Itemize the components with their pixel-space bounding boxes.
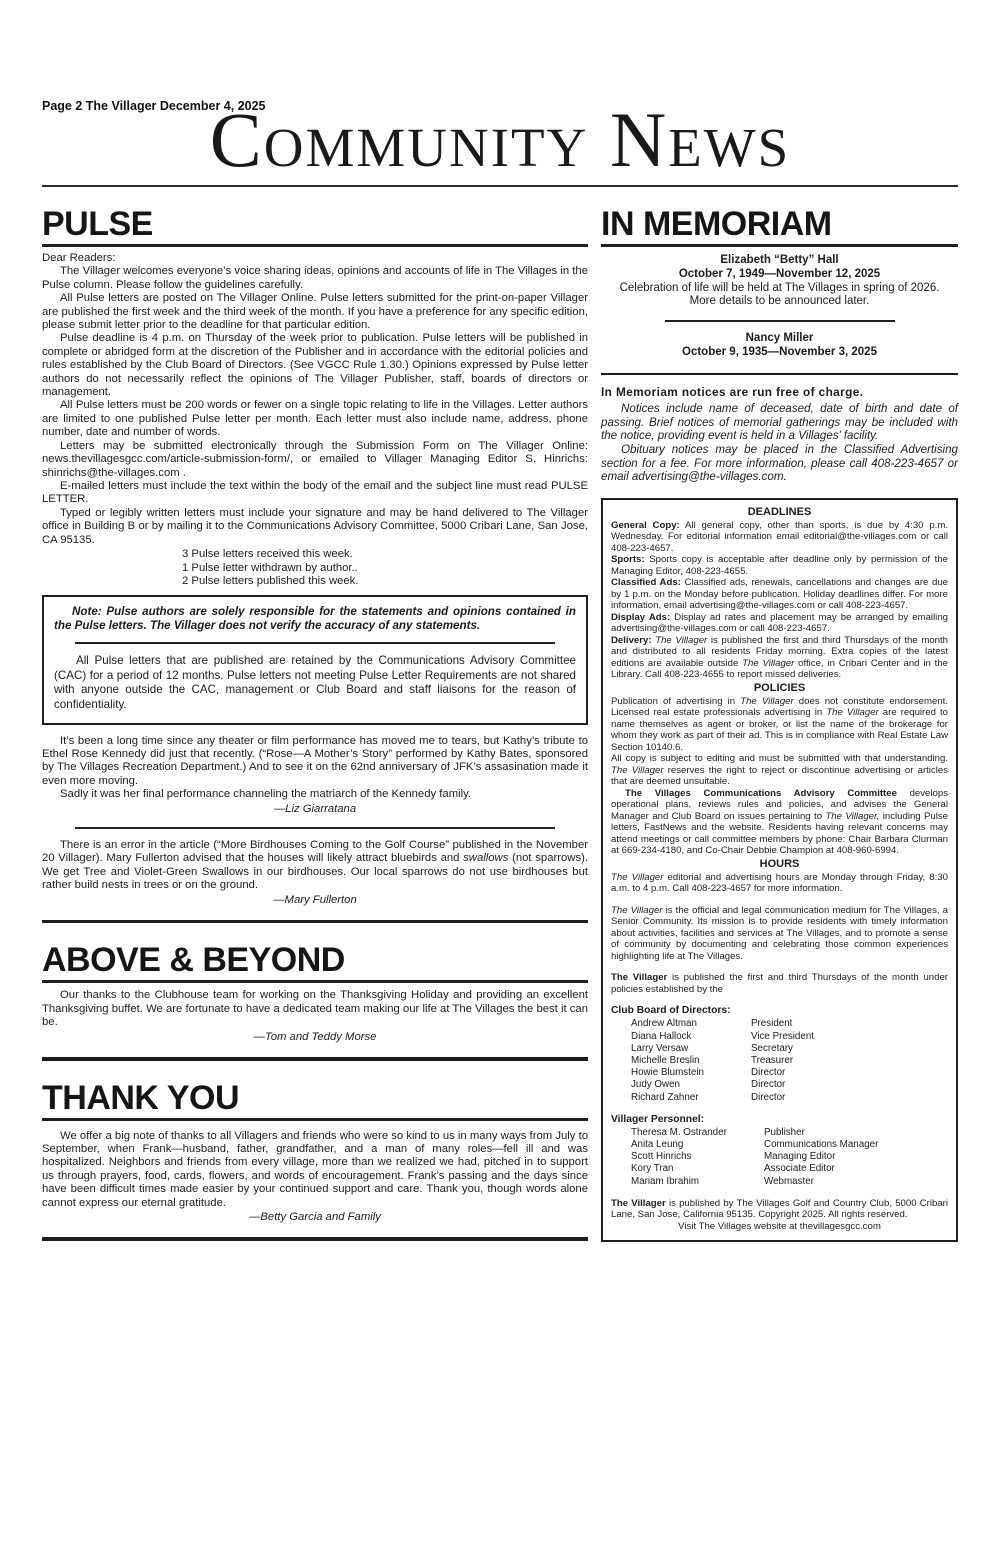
board-roster: [611, 1018, 948, 1103]
pulse-letter-counts: [42, 548, 588, 589]
member-name: Richard Zahner: [631, 1091, 699, 1103]
deadline-item: Delivery: The Villager is published the first and third Thursdays of the month and distributed to all residents Friday morning. Extra copies of the latest editions are available outside The Villager office, in Cribari Center and in the Library. Call 408-223-4655 to report missed deliveries.: [611, 634, 948, 681]
member-name: Theresa M. Ostrander: [631, 1126, 727, 1138]
publication-text: The Villager is published the first and third Thursdays of the month under policies established by the: [611, 972, 948, 995]
pulse-paragraph: All Pulse letters must be 200 words or fewer on a single topic relating to life in the Villages. Letter authors are limited to one published Pulse letter per month. Each letter must also include name, address, phone number, date and number of words.: [42, 399, 588, 439]
notice-detail: More details to be announced later.: [689, 295, 870, 308]
deceased-dates: October 9, 1935—November 3, 2025: [682, 345, 877, 358]
above-beyond-section: [42, 943, 588, 1060]
board-heading: Club Board of Directors:: [611, 1005, 731, 1017]
letter-paragraph: It’s been a long time since any theater or film performance has moved me to tears, but Kathy’s tribute to Ethel Rose Kennedy did just that recently. (“Rose—A Mother’s Story” performed by Kathy Bates, sponsored by The Villages Recreation Department.) And to see it on the 62nd anniversary of JFK’s assasination made it even more moving.: [42, 734, 588, 787]
pulse-section: [42, 207, 588, 923]
section-divider: [601, 373, 958, 376]
policy-item: The Villages Communications Advisory Committee develops operational plans, reviews rules and policies, and advises the General Manager and Club Board on issues pertaining to The Villager, including Pulse letters, FastNews and the website. Residents having relevant concerns may attend meetings or call committee members by phone: Chair Barbara Clurman at 669-234-4180, and Co-Chair Debbie Champion at 408-960-6994.: [611, 787, 949, 857]
pulse-note: Note: Pulse authors are solely responsible for the statements and opinions contained in the Pulse letters. The Villager does not verify the accuracy of any statements.: [54, 604, 576, 632]
roster-row: [631, 1092, 948, 1104]
member-title: Vice President: [751, 1030, 814, 1042]
thank-you-section: [42, 1078, 588, 1241]
in-memoriam-title: IN MEMORIAM: [601, 207, 958, 247]
member-title: Director: [751, 1091, 786, 1103]
letter-divider: [75, 827, 555, 829]
roster-row: [631, 1067, 948, 1079]
masthead-rule: [42, 185, 958, 187]
member-title: Director: [751, 1079, 786, 1091]
deceased-dates: October 7, 1949—November 12, 2025: [678, 267, 881, 280]
member-title: Managing Editor: [764, 1151, 836, 1163]
member-title: Communications Manager: [764, 1138, 879, 1150]
above-beyond-title: ABOVE & BEYOND: [42, 943, 588, 983]
hours-text: The Villager editorial and advertising hours are Monday through Friday, 8:30 a.m. to 4 p.m. Call 408-223-4657 for more information.: [611, 871, 948, 895]
member-name: Kory Tran: [631, 1163, 674, 1175]
member-name: Judy Owen: [631, 1079, 681, 1091]
deadlines-heading: DEADLINES: [747, 505, 812, 518]
personnel-heading: Villager Personnel:: [611, 1113, 705, 1125]
roster-row: [631, 1176, 948, 1188]
member-name: Mariam Ibrahim: [631, 1175, 700, 1187]
count-line: 2 Pulse letters published this week.: [182, 575, 359, 588]
left-column: [42, 207, 588, 1242]
letter-signature: —Tom and Teddy Morse: [253, 1030, 377, 1043]
notice-divider: [665, 320, 895, 322]
memoriam-notice: [601, 332, 958, 360]
roster-row: [631, 1151, 948, 1163]
count-line: 3 Pulse letters received this week.: [182, 547, 353, 560]
letter-signature: —Liz Giarratana: [273, 802, 357, 815]
pulse-paragraph: Dear Readers:: [42, 252, 116, 264]
policy-item: Publication of advertising in The Villager does not constitute endorsement. Licensed real estate professionals advertising in The Villager are required to name themselves as agent or broker, or list the name of the brokerage for whom they work as part of their ad. This is in compliance with Real Estate Law Section 10140.6.: [611, 695, 948, 753]
roster-row: [631, 1043, 948, 1055]
roster-row: [631, 1079, 948, 1091]
member-title: Director: [751, 1067, 786, 1079]
note-divider: [75, 642, 555, 644]
pulse-paragraph: Typed or legibly written letters must include your signature and may be hand delivered to The Villager office in Building B or by mailing it to the Communications Advisory Committee, 5000 Cribari Lane, San Jose, CA 95135.: [42, 506, 588, 546]
member-name: Andrew Altman: [631, 1018, 697, 1030]
member-name: Michelle Breslin: [631, 1054, 700, 1066]
pulse-intro: [42, 252, 588, 547]
member-name: Larry Versaw: [631, 1042, 689, 1054]
member-name: Anita Leung: [631, 1138, 684, 1150]
pulse-title: PULSE: [42, 207, 588, 247]
letter-paragraph: There is an error in the article (“More Birdhouses Coming to the Golf Course” published in the November 20 Villager). Mary Fullerton advised that the houses will likely attract bluebirds and swallows (not sparrows). We get Tree and Violet-Green Swallows in our birdhouses. Our local sparrows do not use birdhouses but rather build nests in trees or on the ground.: [42, 838, 588, 892]
member-name: Howie Blumstein: [631, 1067, 704, 1079]
deadline-item: Sports: Sports copy is acceptable after deadline only by permission of the Managing Editor, 408-223-4655.: [611, 554, 948, 577]
in-memoriam-section: [601, 207, 958, 484]
deceased-name: Elizabeth “Betty” Hall: [720, 254, 839, 266]
page-header: Page 2 The Villager December 4, 2025: [42, 99, 266, 113]
pulse-letter: [42, 735, 588, 816]
letter-paragraph: We offer a big note of thanks to all Villagers and friends who were so kind to us in many ways from July to September, when Frank—husband, father, grandfather, and a man of many roles—fell ill and was hospitalized. Neighbors and friends from every village, more than we realized we had, pitched in to support us through prayers, food, cards, flowers, and words of encouragement. Frank’s passing and the days since have been difficult times made easier by your continued support and care. Thank you, though words alone cannot express our eternal gratitude.: [42, 1129, 588, 1209]
member-title: Associate Editor: [764, 1163, 835, 1175]
thank-you-title: THANK YOU: [42, 1081, 588, 1121]
member-title: President: [751, 1018, 793, 1030]
pulse-paragraph: The Villager welcomes everyone’s voice sharing ideas, opinions and accounts of life in The Villages in the Pulse column. Please follow the guidelines carefully.: [42, 265, 588, 291]
notice-detail: Celebration of life will be held at The Villages in spring of 2026.: [619, 281, 940, 294]
deceased-name: Nancy Miller: [745, 332, 814, 345]
letter-paragraph: Sadly it was her final performance channeling the matriarch of the Kennedy family.: [60, 788, 472, 801]
member-name: Scott Hinrichs: [631, 1151, 692, 1163]
roster-row: [631, 1055, 948, 1067]
roster-row: [631, 1139, 948, 1151]
roster-row: [631, 1031, 948, 1043]
pulse-paragraph: Pulse deadline is 4 p.m. on Thursday of the week prior to publication. Pulse letters will be published in complete or abridged form at the discretion of the Publisher and in accordance with the editorial policies and rules established by the Club Board of Directors. (See VGCC Rule 1.30.) Opinions expressed by Pulse letter authors do not necessarily reflect the opinions of The Villager Publisher, staff, boards of directors or management.: [42, 332, 588, 399]
roster-row: [631, 1163, 948, 1175]
info-box: [601, 498, 958, 1242]
policy-item: All copy is subject to editing and must be submitted with that understanding. The Villager reserves the right to reject or discontinue advertising or articles that are deemed unsuitable.: [611, 753, 948, 788]
website-text: Visit The Villages website at thevillagesgcc.com: [678, 1220, 881, 1232]
pulse-paragraph: E-mailed letters must include the text within the body of the email and the subject line must read PULSE LETTER.: [42, 479, 588, 506]
pulse-retention-note: All Pulse letters that are published are retained by the Communications Advisory Committee (CAC) for a period of 12 months. Pulse letters not meeting Pulse Letter Requirements are not shared with anyone outside the CAC, management or Club Board and staff liaisons for the reason of confidentiality.: [54, 654, 576, 711]
section-divider: [42, 1237, 588, 1241]
copyright-text: The Villager is published by The Villages Golf and Country Club, 5000 Cribari Lane, San Jose, California 95135. Copyright 2025. All rights reserved.: [611, 1197, 948, 1221]
personnel-roster: [611, 1127, 948, 1188]
memoriam-notice: [601, 254, 958, 309]
deadline-item: General Copy: All general copy, other than sports, is due by 4:30 p.m. Wednesday. For editorial information email editorial@the-villages.com or call 408-223-4657.: [611, 519, 948, 554]
deadline-item: Classified Ads: Classified ads, renewals, cancellations and changes are due by 1 p.m. on the Monday before publication. Holiday deadlines differ. For more information, email advertising@the-villages.com or call 408-223-4657.: [611, 577, 948, 612]
section-divider: [42, 920, 588, 924]
memoriam-policy-heading: In Memoriam notices are run free of charge.: [601, 385, 864, 400]
pulse-paragraph: Letters may be submitted electronically through the Submission Form on The Villager Online: news.thevillagesgcc.com/article-submission-form/, or emailed to Villager Managing Editor S. Hinrichs: shinrichs@the-villages.com .: [42, 439, 588, 479]
pulse-note-box: [42, 595, 588, 725]
above-beyond-body: [42, 989, 588, 1044]
member-name: Diana Hallock: [631, 1030, 692, 1042]
columns: [42, 207, 958, 1242]
memoriam-policy-text: Obituary notices may be placed in the Classified Advertising section for a fee. For more information, please call 408-223-4657 or email advertising@the-villages.com.: [601, 443, 958, 484]
roster-row: [631, 1018, 948, 1030]
letter-signature: —Betty Garcia and Family: [249, 1211, 381, 1224]
letter-paragraph: Our thanks to the Clubhouse team for working on the Thanksgiving Holiday and providing an excellent Thanksgiving buffet. We are fortunate to have a dedicated team making our life at The Villages the best it can be.: [42, 989, 588, 1029]
member-title: Secretary: [751, 1042, 793, 1054]
member-title: Publisher: [764, 1126, 805, 1138]
section-divider: [42, 1057, 588, 1061]
member-title: Webmaster: [764, 1175, 814, 1187]
pulse-paragraph: All Pulse letters are posted on The Villager Online. Pulse letters submitted for the print-on-paper Villager are published the first week and the third week of the month. If you have a preference for any specific edition, please submit letter prior to the deadline for that particular edition.: [42, 292, 588, 332]
roster-row: [631, 1127, 948, 1139]
member-title: Treasurer: [751, 1054, 794, 1066]
deadline-item: Display Ads: Display ad rates and placement may be arranged by emailing advertising@the-villages.com or call 408-223-4657.: [611, 611, 948, 635]
right-column: [601, 207, 958, 1242]
thank-you-body: [42, 1130, 588, 1225]
pulse-letter: [42, 839, 588, 907]
letter-signature: —Mary Fullerton: [273, 893, 357, 906]
masthead-title: Community News: [209, 96, 791, 183]
memoriam-policy-text: Notices include name of deceased, date of birth and date of passing. Brief notices of memorial gatherings may be included with the notice, providing event is held in a Villages’ facility.: [601, 402, 958, 443]
hours-heading: HOURS: [759, 857, 800, 870]
mission-text: The Villager is the official and legal communication medium for The Villages, a Senior Community. Its mission is to provide residents with timely information about activities, facilities and services at The Villages, and to promote a sense of community by documenting and celebrating those common experiences highlighting life at The Villages.: [611, 904, 948, 962]
count-line: 1 Pulse letter withdrawn by author..: [182, 561, 358, 574]
policies-heading: POLICIES: [753, 681, 806, 694]
